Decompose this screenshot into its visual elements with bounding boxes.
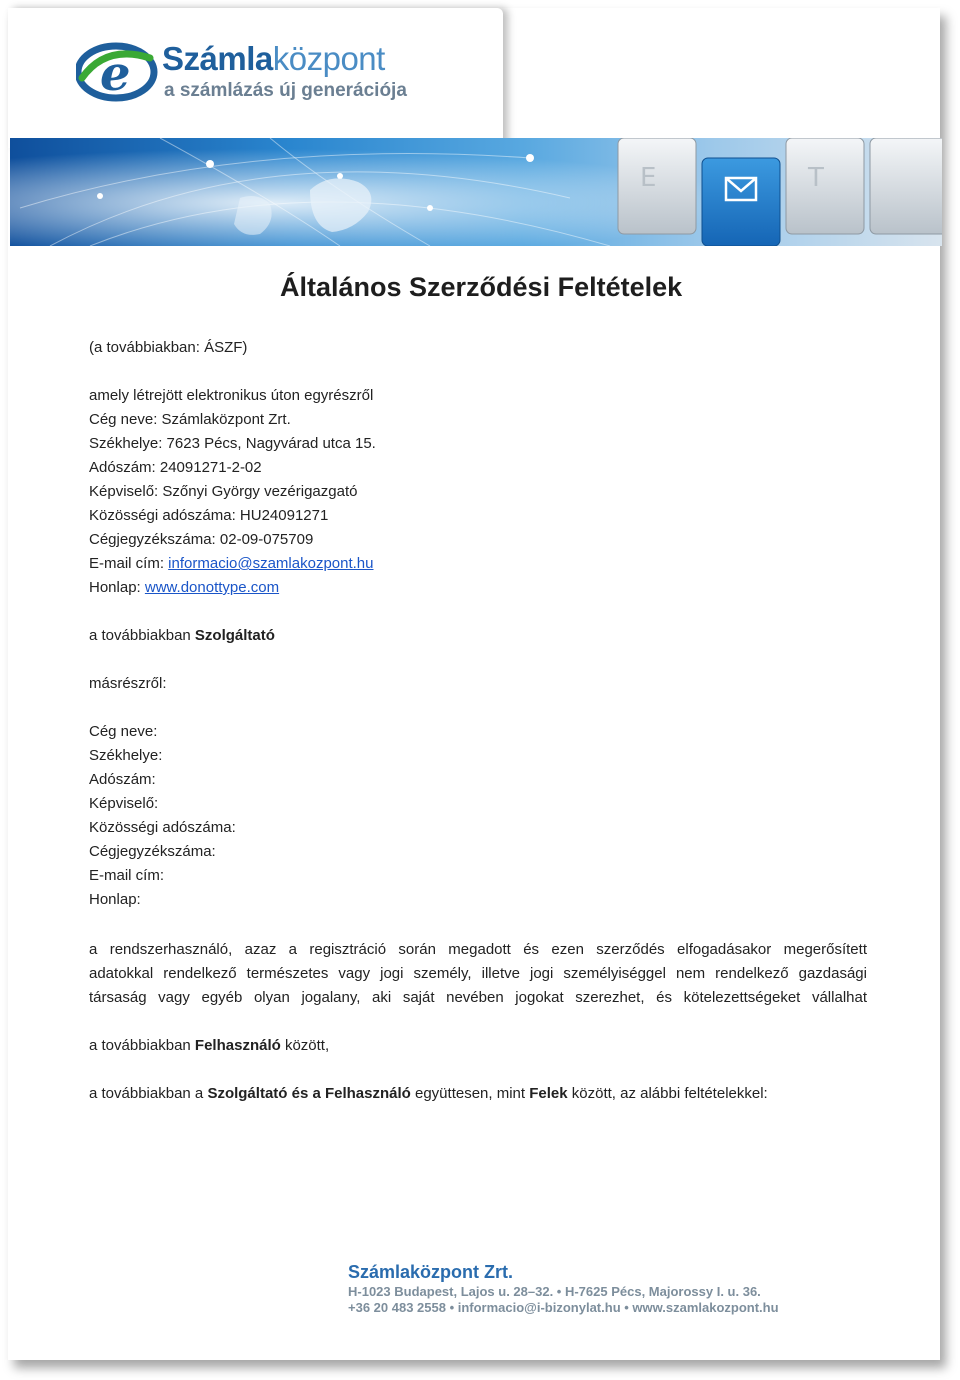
- provider-registration-number: Cégjegyzékszáma: 02-09-075709: [89, 531, 314, 548]
- provider-seat: Székhelye: 7623 Pécs, Nagyvárad utca 15.: [89, 435, 376, 452]
- provider-email-link[interactable]: informacio@szamlakozpont.hu: [168, 555, 374, 572]
- user-role-term: Felhasználó: [194, 1037, 281, 1054]
- logo-tagline: a számlázás új generációja: [164, 80, 407, 101]
- user-role-line: [89, 1034, 329, 1058]
- provider-email-line: [89, 552, 374, 576]
- parties-term: Felek: [529, 1085, 568, 1102]
- banner-image: [10, 138, 942, 246]
- footer-company: Számlaközpont Zrt.: [348, 1262, 514, 1282]
- user-company-field: Cég neve:: [89, 723, 158, 740]
- parties-prefix: a továbbiakban a: [89, 1085, 208, 1102]
- svg-text:e: e: [100, 46, 131, 102]
- footer-contact: +36 20 483 2558 • informacio@i-bizonylat.hu • www.szamlakozpont.hu: [348, 1300, 779, 1315]
- provider-role-term: Szolgáltató: [194, 627, 275, 644]
- user-representative-field: Képviselő:: [89, 795, 159, 812]
- provider-representative: Képviselő: Szőnyi György vezérigazgató: [89, 483, 358, 500]
- provider-eu-tax-number: Közösségi adószáma: HU24091271: [89, 507, 329, 524]
- provider-role-line: [89, 624, 275, 648]
- parties-middle: együttesen, mint: [410, 1085, 530, 1102]
- provider-tax-number: Adószám: 24091271-2-02: [89, 459, 262, 476]
- provider-intro: amely létrejött elektronikus úton egyrészről: [89, 387, 374, 404]
- svg-text:T: T: [808, 163, 824, 193]
- other-party-line: másrészről:: [89, 675, 167, 692]
- footer-address: H-1023 Budapest, Lajos u. 28–32. • H-7625 Pécs, Majorossy I. u. 36.: [348, 1284, 761, 1299]
- parties-line: [89, 1082, 768, 1106]
- user-email-field: E-mail cím:: [89, 867, 164, 884]
- parties-bold-term: Szolgáltató és a Felhasználó: [207, 1085, 411, 1102]
- user-website-field: Honlap:: [89, 891, 141, 908]
- provider-website-link[interactable]: www.donottype.com: [144, 579, 280, 596]
- user-seat-field: Székhelye:: [89, 747, 163, 764]
- provider-role-prefix: a továbbiakban: [89, 627, 195, 644]
- document-title: Általános Szerződési Feltételek: [280, 272, 683, 302]
- user-definition-line-3: társaság vagy egyéb olyan jogalany, aki saját nevében jogokat szerezhet, és kötelezettségeket vállalhat: [89, 989, 867, 1006]
- logo-wordmark: Számlaközpont: [162, 40, 385, 77]
- header-banner: [10, 138, 942, 246]
- user-role-prefix: a továbbiakban: [89, 1037, 195, 1054]
- company-logo: [76, 38, 416, 108]
- user-role-suffix: között,: [280, 1037, 330, 1054]
- parties-suffix: között, az alábbi feltételekkel:: [567, 1085, 768, 1102]
- provider-website-line: [89, 576, 279, 600]
- abbreviation-line: (a továbbiakban: ÁSZF): [89, 339, 248, 356]
- user-definition-line-1: a rendszerhasználó, azaz a regisztráció során megadott és ezen szerződés elfogadásakor megerősített: [89, 941, 867, 958]
- svg-text:E: E: [640, 163, 657, 193]
- user-registration-number-field: Cégjegyzékszáma:: [89, 843, 216, 860]
- user-definition-line-2: adatokkal rendelkező természetes vagy jogi személy, illetve jogi személyiséggel nem rendelkező gazdasági: [89, 965, 867, 982]
- email-label: E-mail cím:: [89, 555, 169, 572]
- provider-company: Cég neve: Számlaközpont Zrt.: [89, 411, 291, 428]
- e-logo-icon: [76, 38, 158, 104]
- user-tax-number-field: Adószám:: [89, 771, 156, 788]
- website-label: Honlap:: [89, 579, 145, 596]
- user-eu-tax-number-field: Közösségi adószáma:: [89, 819, 236, 836]
